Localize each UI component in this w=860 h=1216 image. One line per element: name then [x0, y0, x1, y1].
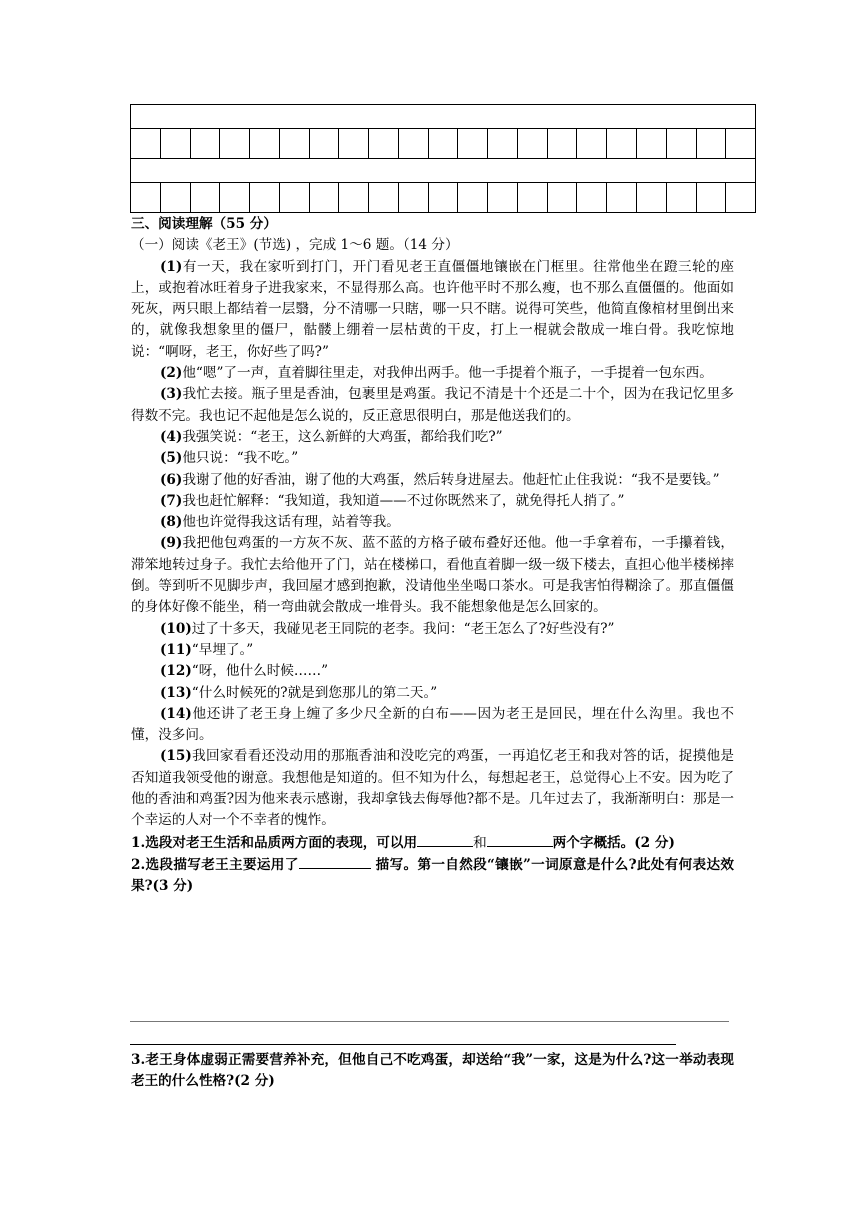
paragraph-number: (9) [160, 535, 183, 552]
passage-paragraph [131, 448, 734, 469]
paragraph-number: (14) [160, 705, 192, 722]
passage-paragraph [131, 533, 734, 618]
paragraph-number: (5) [160, 450, 183, 467]
paragraph-number: (1) [160, 258, 183, 275]
writing-grid [130, 104, 756, 213]
paragraph-number: (13) [160, 684, 192, 701]
paragraph-text: 我回家看看还没动用的那瓶香油和没吃完的鸡蛋，一再追忆老王和我对答的话，捉摸他是否知道我领受他的谢意。我想他是知道的。但不知为什么，每想起老王，总觉得心上不安。因为吃了他的香油和鸡蛋?因为他来表示感谢，我却拿钱去侮辱他?都不是。几年过去了，我渐渐明白：那是一个幸运的人对一个不幸者的愧怍。 [131, 748, 734, 829]
answer-blank[interactable] [417, 832, 473, 847]
paragraph-text: 有一天，我在家听到打门，开门看见老王直僵僵地镶嵌在门框里。往常他坐在蹬三轮的座上，或抱着冰旺着身子进我家来，不显得那么高。也许他平时不那么瘦，也不那么直僵僵的。他面如死灰，两只眼上都结着一层翳，分不清哪一只瞎，哪一只不瞎。说得可笑些，他简直像棺材里倒出来的，就像我想象里的僵尸，骷髅上绷着一层枯黄的干皮，打上一棍就会散成一堆白骨。我吃惊地说：“啊呀，老王，你好些了吗?” [131, 258, 734, 360]
question-1: 1.选段对老王生活和品质两方面的表现，可以用 和 两个字概括。(2 分) [131, 832, 734, 854]
paragraph-number: (4) [160, 428, 183, 445]
paragraph-text: 我谢了他的好香油，谢了他的大鸡蛋，然后转身进屋去。他赶忙止住我说：“我不是要钱。” [182, 471, 720, 488]
paragraph-text: 他也许觉得我这话有理，站着等我。 [182, 514, 400, 531]
paragraph-text: 他还讲了老王身上缠了多少尺全新的白布——因为老王是回民，埋在什么沟里。我也不懂，没多问。 [131, 705, 734, 744]
passage-paragraph [131, 470, 734, 491]
paragraph-number: (10) [160, 620, 192, 637]
grid-cell-row [131, 183, 755, 212]
passage-paragraph [131, 746, 734, 831]
question-2: 2.选段描写老王主要运用了 描写。第一自然段“镶嵌”一词原意是什么?此处有何表达效果?(3 分) [131, 854, 734, 898]
passage-paragraph [131, 704, 734, 747]
paragraph-text: 我也赶忙解释：“我知道，我知道——不过你既然来了，就免得托人捎了。” [182, 492, 625, 509]
paragraph-text: 我把他包鸡蛋的一方灰不灰、蓝不蓝的方格子破布叠好还他。他一手拿着布，一手攥着钱，滞笨地转过身子。我忙去给他开了门，站在楼梯口，看他直着脚一级一级下楼去，直担心他半楼梯摔倒。等到听不见脚步声，我回屋才感到抱歉，没请他坐坐喝口茶水。可是我害怕得糊涂了。那直僵僵的身体好像不能坐，稍一弯曲就会散成一堆骨头。我不能想象他是怎么回家的。 [131, 535, 734, 616]
paragraph-text: “什么时候死的?就是到您那儿的第二天。” [191, 684, 438, 701]
paragraph-text: 我忙去接。瓶子里是香油，包裹里是鸡蛋。我记不清是十个还是二十个，因为在我记忆里多得数不完。我也记不起他是怎么说的，反正意思很明白，那是他送我们的。 [131, 386, 734, 424]
passage-paragraph [131, 683, 734, 704]
paragraph-number: (6) [160, 471, 183, 488]
grid-band [131, 159, 755, 183]
question-3: 3.老王身体虚弱正需要营养补充，但他自己不吃鸡蛋，却送给“我”一家，这是为什么?这一举动表现老王的什么性格?(2 分) [131, 1052, 734, 1090]
passage-paragraph [131, 491, 734, 512]
passage-paragraph [131, 512, 734, 533]
paragraph-text: “呀，他什么时候……” [191, 663, 329, 680]
answer-blank[interactable] [299, 854, 371, 869]
answer-blank[interactable] [487, 832, 553, 847]
paragraph-number: (7) [160, 492, 183, 509]
passage-paragraph [131, 384, 734, 427]
answer-line[interactable] [130, 1044, 676, 1045]
paragraph-text: “早埋了。” [191, 641, 254, 658]
passage [131, 257, 734, 832]
passage-paragraph [131, 661, 734, 682]
paragraph-number: (8) [160, 514, 183, 531]
grid-band [131, 105, 755, 129]
section-title: 三、阅读理解（55 分） [131, 216, 277, 232]
passage-paragraph [131, 427, 734, 448]
passage-subtitle: （一）阅读《老王》(节选) ，完成 1～6 题。（14 分） [131, 237, 459, 254]
paragraph-text: 他“嗯”了一声，直着脚往里走，对我伸出两手。他一手提着个瓶子，一手提着一包东西。 [182, 365, 713, 382]
paragraph-number: (2) [160, 365, 183, 382]
paragraph-text: 我强笑说：“老王，这么新鲜的大鸡蛋，都给我们吃?” [182, 428, 503, 445]
passage-paragraph [131, 640, 734, 661]
reading-section [131, 214, 734, 898]
passage-paragraph [131, 619, 734, 640]
paragraph-number: (11) [160, 641, 192, 658]
question-3-block [131, 1050, 734, 1093]
paragraph-text: 他只说：“我不吃。” [182, 450, 299, 467]
answer-line[interactable] [130, 1021, 729, 1022]
paragraph-text: 过了十多天，我碰见老王同院的老李。我问：“老王怎么了?好些没有?” [191, 620, 615, 637]
grid-cell-row [131, 129, 755, 159]
paragraph-number: (3) [160, 386, 183, 403]
paragraph-number: (15) [160, 748, 192, 765]
passage-paragraph [131, 257, 734, 363]
paragraph-number: (12) [160, 663, 192, 680]
passage-paragraph [131, 363, 734, 384]
